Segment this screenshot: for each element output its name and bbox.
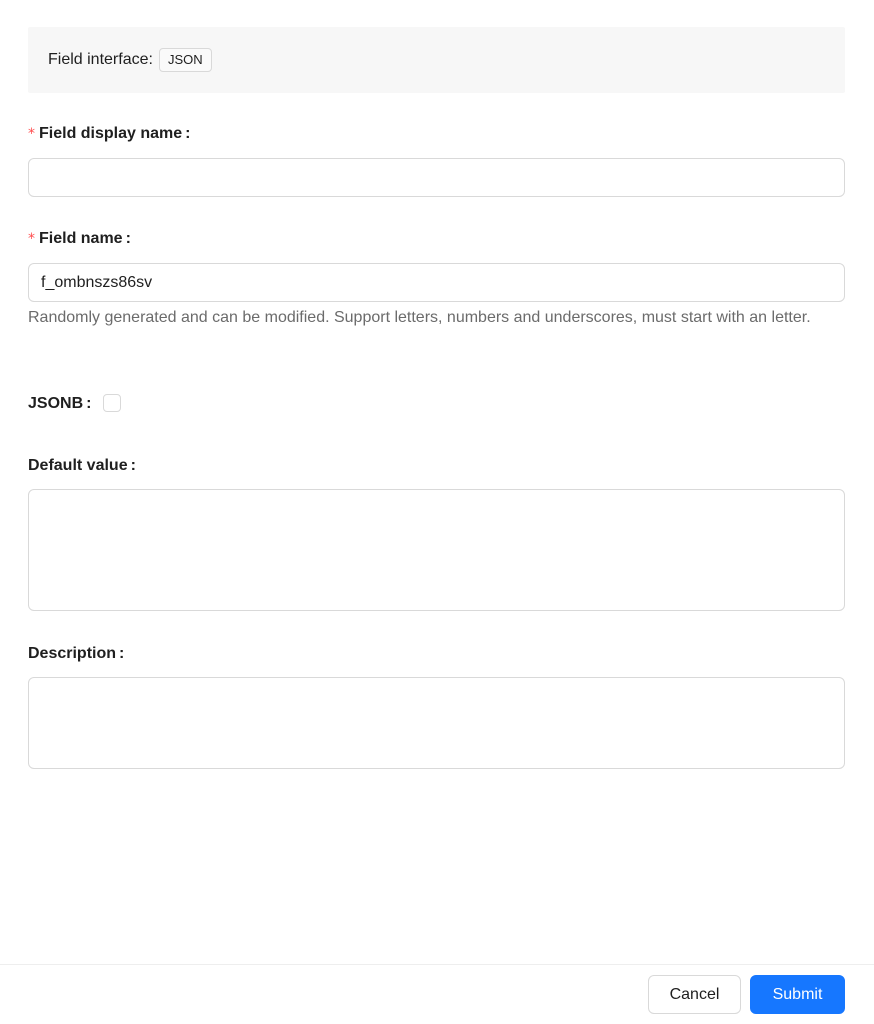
jsonb-label-text: JSONB bbox=[28, 395, 84, 412]
label-colon: : bbox=[86, 395, 92, 412]
label-colon: : bbox=[130, 457, 136, 474]
label-colon: : bbox=[119, 645, 125, 662]
drawer-footer bbox=[0, 964, 874, 1024]
field-name-label bbox=[28, 230, 131, 248]
field-interface-tag: JSON bbox=[159, 48, 212, 72]
label-colon: : bbox=[185, 125, 191, 142]
field-name-help-text: Randomly generated and can be modified. Support letters, numbers and underscores, must start with an letter. bbox=[28, 309, 811, 326]
jsonb-label bbox=[28, 395, 91, 413]
description-textarea[interactable] bbox=[28, 677, 845, 769]
required-mark: * bbox=[28, 231, 35, 247]
label-colon: : bbox=[125, 230, 131, 247]
description-label bbox=[28, 645, 124, 663]
field-display-name-label-text: Field display name bbox=[39, 125, 183, 142]
default-value-textarea[interactable] bbox=[28, 489, 845, 611]
cancel-button[interactable]: Cancel bbox=[648, 975, 741, 1014]
field-name-input[interactable] bbox=[28, 263, 845, 302]
field-display-name-input[interactable] bbox=[28, 158, 845, 197]
field-display-name-label bbox=[28, 125, 190, 143]
jsonb-checkbox[interactable] bbox=[103, 394, 121, 412]
field-interface-label: Field interface: bbox=[48, 51, 153, 68]
field-name-label-text: Field name bbox=[39, 230, 123, 247]
description-label-text: Description bbox=[28, 645, 117, 662]
default-value-label bbox=[28, 457, 136, 475]
default-value-label-text: Default value bbox=[28, 457, 128, 474]
field-interface-bar bbox=[28, 27, 845, 93]
submit-button[interactable]: Submit bbox=[750, 975, 845, 1014]
required-mark: * bbox=[28, 126, 35, 142]
